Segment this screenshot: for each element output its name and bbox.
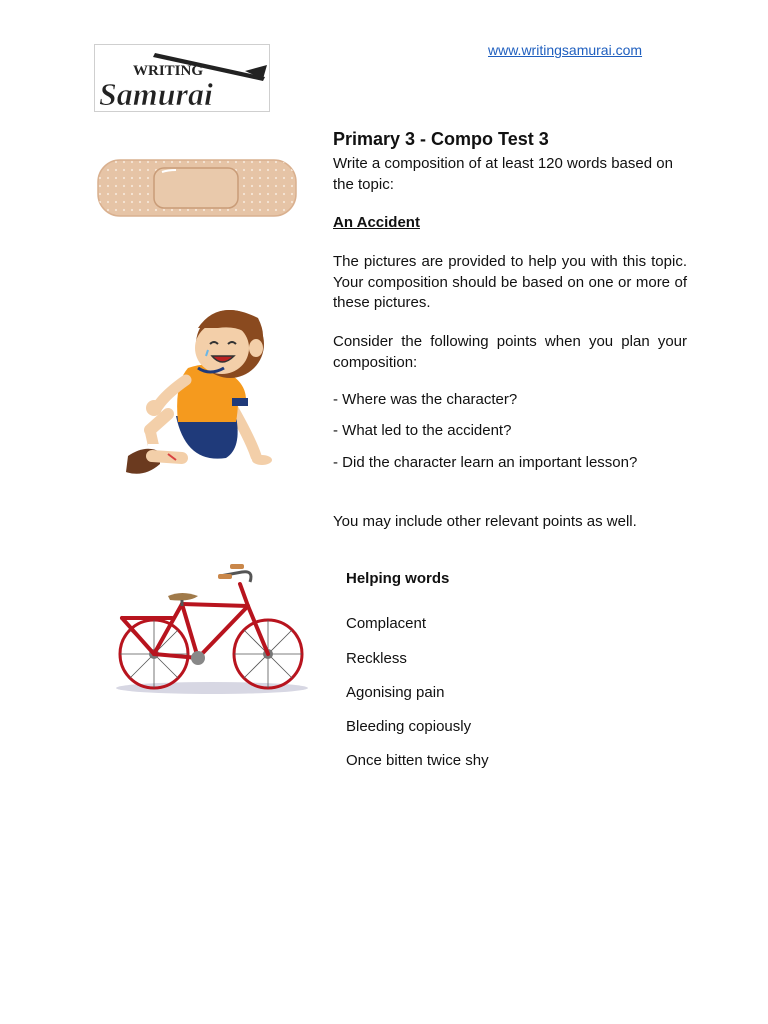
bandage-illustration xyxy=(96,158,298,218)
helping-word: Bleeding copiously xyxy=(346,718,472,735)
website-link[interactable]: www.writingsamurai.com xyxy=(488,42,643,58)
helping-word: Agonising pain xyxy=(346,684,445,701)
guide-question: - Did the character learn an important lesson? xyxy=(333,454,638,471)
helping-word: Complacent xyxy=(346,615,427,632)
helping-words-heading: Helping words xyxy=(346,570,450,587)
instructions-text: Write a composition of at least 120 words based on the topic: xyxy=(333,155,673,193)
writing-samurai-logo xyxy=(94,44,270,112)
consider-points-text: Consider the following points when you plan your composition: xyxy=(333,333,687,371)
injured-boy-illustration xyxy=(118,288,282,484)
bicycle-illustration xyxy=(108,560,318,696)
logo-text-top: WRITING xyxy=(133,63,204,79)
other-points-text: You may include other relevant points as well. xyxy=(333,513,637,530)
page-title: Primary 3 - Compo Test 3 xyxy=(333,129,549,149)
pictures-note: The pictures are provided to help you with this topic. Your composition should be based on one or more of these pictures. xyxy=(333,253,687,311)
logo-text-bottom: Samurai xyxy=(99,76,213,112)
guide-question: - Where was the character? xyxy=(333,391,518,408)
helping-word: Once bitten twice shy xyxy=(346,752,489,769)
helping-word: Reckless xyxy=(346,650,407,667)
guide-question: - What led to the accident? xyxy=(333,422,512,439)
topic-heading: An Accident xyxy=(333,214,420,231)
